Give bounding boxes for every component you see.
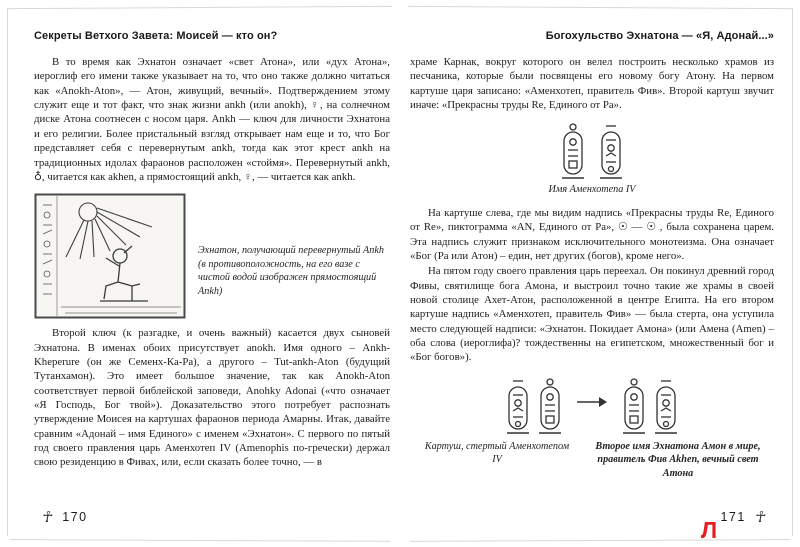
cartouche-icon [598, 122, 624, 180]
egyptian-relief-illustration [34, 193, 186, 319]
left-figure-caption: Эхнатон, получающий перевернутый Ankh (в противоположность, на его вазе с чистой водой изображен прямостоящий Ankh) [198, 245, 384, 297]
left-page-footer [42, 508, 88, 526]
cartouche-figure-1 [410, 122, 774, 180]
cartouche-icon [537, 377, 563, 435]
left-figure [34, 193, 390, 319]
page-edge-line [410, 539, 790, 542]
cartouche-figure-2 [410, 377, 774, 435]
right-page [410, 30, 774, 528]
page-edge-line [8, 6, 392, 9]
figure2-captions [410, 440, 774, 480]
figure2-caption-right: Второе имя Эхнатона Амон в мире, правитель Фив Akhen, вечный свет Атона [595, 440, 761, 479]
right-page-footer [720, 508, 766, 526]
right-page-number: 171 [720, 510, 746, 524]
right-paragraph-3: На пятом году своего правления царь переехал. Он покинул древний город Фивы, святилище бога Амона, и выстроил точно такие же храмы в своей новой столице Ахет-Атон, расположенной в центре Египта. На его втором картуше надпись «Аменхотеп, правитель Фив» — была стерта, она уступила место следующей надписи: «Эхнатон. Покидает Амона» (или Амена (Amen) – оба слова (иероглифа)? тождественны на египетском, множественный бог и «Бог богов»). [410, 265, 774, 364]
labirint-logo: Л [701, 517, 718, 543]
page-edge-line [10, 539, 390, 542]
page-edge-line [408, 6, 792, 9]
arrow-right-icon [577, 395, 607, 435]
page-edge-line [792, 8, 793, 536]
left-page [34, 30, 390, 528]
left-running-head: Секреты Ветхого Завета: Моисей — кто он? [34, 30, 278, 42]
cartouche-icon [621, 377, 647, 435]
cartouche-icon [560, 122, 586, 180]
ankh-ornament-icon: ☥ [753, 508, 768, 526]
erased-cartouche-group [505, 377, 563, 435]
new-name-cartouche-group [621, 377, 679, 435]
cartouche-icon [505, 377, 531, 435]
right-paragraph-2: На картуше слева, где мы видим надпись «Прекрасны труды Re, Единого от Re», пиктограмма «AN, Единого от Ра», ☉ — ☉ , была сохранена царем. Эта надпись служит признаком исключительного монотеизма. Она означает «Бог (Ра или Атон) – един, нет других (богов), кроме него». [410, 206, 774, 262]
figure2-caption-left: Картуш, стертый Аменхотепом IV [424, 440, 570, 466]
page-edge-line [7, 8, 8, 536]
right-running-head: Богохульство Эхнатона — «Я, Адонай...» [545, 30, 774, 42]
left-paragraph-2: Второй ключ (к разгадке, и очень важный) касается двух сыновей Эхнатона. В именах обоих присутствует anokh. Имя одного – Ankh-Kheperure (он же Семенх-Ка-Ра), а другого – Tut-ankh-Aton (будущий Тутанхамон). Это имеет большое значение, так как Anokh-Aton соответствует первой библейской заповеди, Anohky Adonai («что означает «Я Господь, Бог твой»). Доказательство этого потребует распознать утверждение Моисея на картушах фараонов периода Амарны. Итак, давайте сравним «Адонай – имя Единого» с именем «Эхнатон». С первого по пятый год своего правления царь Аменхотеп IV (Amenophis по-гречески) держал свою резиденцию в Фивах, или, если сказать более точно, — в [34, 327, 390, 469]
left-paragraph-1: В то время как Эхнатон означает «свет Атона», или «дух Атона», иероглиф его имени также указывает на то, что оно также должно читаться как «Anokh-Aton», — Атон, живущий, вечный». Подтверждением этому служит еще и тот факт, что знак жизни ankh (или anokh), ♀, на солнечном диске Атона соотнесен с носом царя. Ankh — ключ для личности Эхнатона и его религии. Более пристальный взгляд открывает нам еще и то, что Бог представляет себя с перевернутым ankh, тогда как этот крест ankh на традиционных идолах фараонов расположен «стоймя». Перевернутый ankh, ♁, читается как akhen, а прямостоящий ankh, ♀, — читается как ankh. [34, 56, 390, 183]
ankh-ornament-icon: ☥ [40, 508, 55, 526]
figure1-caption: Имя Аменхотепа IV [548, 184, 636, 196]
cartouche-icon [653, 377, 679, 435]
left-page-number: 170 [62, 510, 88, 524]
right-paragraph-1: храме Карнак, вокруг которого он велел построить несколько храмов из песчаника, которые были посвящены его новому богу Атону. На первом картуше царя записано: «Аменхотеп, правитель Фив». Второй картуш звучит иначе: «Прекрасны труды Re, Единого от Ра». [410, 56, 774, 112]
